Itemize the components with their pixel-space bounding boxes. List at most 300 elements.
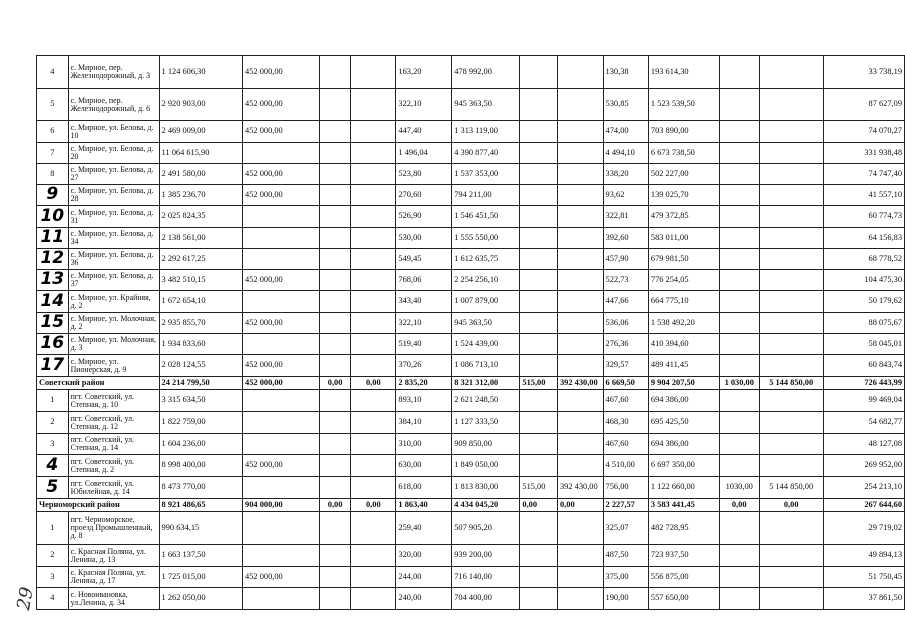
value-cell-11 bbox=[719, 206, 759, 228]
value-cell-1: 1 262 050,00 bbox=[159, 588, 243, 610]
value-cell-4 bbox=[351, 434, 396, 455]
value-cell-2: 452 000,00 bbox=[243, 164, 320, 185]
value-cell-3 bbox=[319, 291, 350, 313]
value-cell-6: 1 555 550,00 bbox=[452, 228, 520, 249]
value-cell-1: 1 934 833,60 bbox=[159, 334, 243, 355]
row-number: 3 bbox=[37, 567, 69, 588]
value-cell-2: 904 000,00 bbox=[243, 499, 320, 512]
value-cell-8 bbox=[557, 228, 603, 249]
value-cell-9: 467,60 bbox=[603, 434, 648, 455]
value-cell-8 bbox=[557, 455, 603, 477]
value-cell-9: 93,62 bbox=[603, 185, 648, 206]
value-cell-8 bbox=[557, 588, 603, 610]
value-cell-5: 310,00 bbox=[396, 434, 452, 455]
address-cell: пгт. Советский, ул. Степная, д. 10 bbox=[68, 390, 159, 412]
value-cell-11 bbox=[719, 270, 759, 291]
value-cell-6: 2 621 248,50 bbox=[452, 390, 520, 412]
value-cell-3 bbox=[319, 355, 350, 377]
district-total-row bbox=[37, 499, 905, 512]
value-cell-10: 679 981,50 bbox=[648, 249, 719, 270]
value-cell-1: 2 138 561,00 bbox=[159, 228, 243, 249]
value-cell-13: 68 778,52 bbox=[823, 249, 904, 270]
value-cell-2 bbox=[243, 512, 320, 545]
value-cell-9: 375,00 bbox=[603, 567, 648, 588]
value-cell-6: 716 140,00 bbox=[452, 567, 520, 588]
value-cell-7 bbox=[520, 270, 558, 291]
value-cell-6: 794 211,00 bbox=[452, 185, 520, 206]
value-cell-8 bbox=[557, 185, 603, 206]
value-cell-11 bbox=[719, 334, 759, 355]
value-cell-12 bbox=[759, 121, 823, 143]
value-cell-10: 694 386,00 bbox=[648, 390, 719, 412]
value-cell-2: 452 000,00 bbox=[243, 121, 320, 143]
table-row bbox=[37, 291, 905, 313]
value-cell-7 bbox=[520, 412, 558, 434]
value-cell-7 bbox=[520, 185, 558, 206]
value-cell-10: 489 411,45 bbox=[648, 355, 719, 377]
value-cell-8 bbox=[557, 270, 603, 291]
table-row bbox=[37, 567, 905, 588]
value-cell-4 bbox=[351, 455, 396, 477]
value-cell-12 bbox=[759, 390, 823, 412]
table-row bbox=[37, 249, 905, 270]
value-cell-6: 1 007 879,00 bbox=[452, 291, 520, 313]
value-cell-10: 695 425,50 bbox=[648, 412, 719, 434]
value-cell-4 bbox=[351, 121, 396, 143]
value-cell-5: 519,40 bbox=[396, 334, 452, 355]
value-cell-10: 139 025,70 bbox=[648, 185, 719, 206]
table-row bbox=[37, 206, 905, 228]
table-row bbox=[37, 56, 905, 89]
value-cell-2 bbox=[243, 588, 320, 610]
value-cell-8 bbox=[557, 512, 603, 545]
value-cell-11 bbox=[719, 249, 759, 270]
value-cell-12: 0,00 bbox=[759, 499, 823, 512]
value-cell-10: 557 650,00 bbox=[648, 588, 719, 610]
value-cell-11 bbox=[719, 228, 759, 249]
value-cell-8 bbox=[557, 56, 603, 89]
value-cell-2 bbox=[243, 412, 320, 434]
value-cell-13: 726 443,99 bbox=[823, 377, 904, 390]
value-cell-12 bbox=[759, 143, 823, 164]
address-cell: с. Мирное, ул. Белова, д. 20 bbox=[68, 143, 159, 164]
value-cell-10: 1 538 492,20 bbox=[648, 313, 719, 334]
value-cell-5: 526,90 bbox=[396, 206, 452, 228]
address-cell: пгт. Черноморское, проезд Промышленный, д. 8 bbox=[68, 512, 159, 545]
value-cell-1: 11 064 615,90 bbox=[159, 143, 243, 164]
value-cell-3: 0,00 bbox=[319, 377, 350, 390]
value-cell-9: 468,30 bbox=[603, 412, 648, 434]
value-cell-13: 99 469,04 bbox=[823, 390, 904, 412]
value-cell-7 bbox=[520, 121, 558, 143]
value-cell-6: 4 434 045,20 bbox=[452, 499, 520, 512]
value-cell-5: 1 496,04 bbox=[396, 143, 452, 164]
value-cell-4 bbox=[351, 334, 396, 355]
address-cell: с. Мирное, пер. Железнодорожный, д. 3 bbox=[68, 56, 159, 89]
value-cell-1: 990 634,15 bbox=[159, 512, 243, 545]
value-cell-13: 87 627,09 bbox=[823, 89, 904, 121]
value-cell-6: 945 363,50 bbox=[452, 89, 520, 121]
value-cell-9: 4 494,10 bbox=[603, 143, 648, 164]
value-cell-13: 29 719,02 bbox=[823, 512, 904, 545]
value-cell-4: 0,00 bbox=[351, 499, 396, 512]
value-cell-5: 244,00 bbox=[396, 567, 452, 588]
value-cell-7 bbox=[520, 206, 558, 228]
value-cell-13: 269 952,00 bbox=[823, 455, 904, 477]
value-cell-5: 270,60 bbox=[396, 185, 452, 206]
value-cell-7 bbox=[520, 355, 558, 377]
value-cell-5: 1 863,40 bbox=[396, 499, 452, 512]
value-cell-10: 776 254,05 bbox=[648, 270, 719, 291]
value-cell-1: 1 663 137,50 bbox=[159, 545, 243, 567]
table-row bbox=[37, 228, 905, 249]
address-cell: с. Красная Поляна, ул. Ленина, д. 13 bbox=[68, 545, 159, 567]
value-cell-4 bbox=[351, 206, 396, 228]
value-cell-12 bbox=[759, 455, 823, 477]
value-cell-12 bbox=[759, 313, 823, 334]
address-cell: пгт. Советский, ул. Степная, д. 2 bbox=[68, 455, 159, 477]
value-cell-8 bbox=[557, 434, 603, 455]
table-row bbox=[37, 477, 905, 499]
value-cell-2 bbox=[243, 206, 320, 228]
address-cell: с. Мирное, ул. Белова, д. 37 bbox=[68, 270, 159, 291]
value-cell-8 bbox=[557, 206, 603, 228]
value-cell-7 bbox=[520, 545, 558, 567]
value-cell-12 bbox=[759, 355, 823, 377]
address-cell: с. Мирное, ул. Крайняя, д. 2 bbox=[68, 291, 159, 313]
value-cell-1: 1 604 236,00 bbox=[159, 434, 243, 455]
value-cell-9: 338,20 bbox=[603, 164, 648, 185]
value-cell-3 bbox=[319, 143, 350, 164]
address-cell: с. Красная Поляна, ул. Ленина, д. 17 bbox=[68, 567, 159, 588]
value-cell-4 bbox=[351, 512, 396, 545]
value-cell-2 bbox=[243, 477, 320, 499]
value-cell-2 bbox=[243, 249, 320, 270]
value-cell-7 bbox=[520, 56, 558, 89]
value-cell-8 bbox=[557, 121, 603, 143]
value-cell-8 bbox=[557, 545, 603, 567]
value-cell-12 bbox=[759, 567, 823, 588]
value-cell-3 bbox=[319, 567, 350, 588]
budget-table bbox=[36, 55, 905, 610]
value-cell-9: 276,36 bbox=[603, 334, 648, 355]
value-cell-3 bbox=[319, 390, 350, 412]
value-cell-7: 515,00 bbox=[520, 377, 558, 390]
value-cell-13: 48 127,08 bbox=[823, 434, 904, 455]
value-cell-1: 2 935 855,70 bbox=[159, 313, 243, 334]
value-cell-7: 515,00 bbox=[520, 477, 558, 499]
table-row bbox=[37, 455, 905, 477]
value-cell-5: 768,06 bbox=[396, 270, 452, 291]
value-cell-12 bbox=[759, 56, 823, 89]
value-cell-2: 452 000,00 bbox=[243, 89, 320, 121]
value-cell-1: 24 214 799,50 bbox=[159, 377, 243, 390]
value-cell-9: 487,50 bbox=[603, 545, 648, 567]
value-cell-6: 1 849 050,00 bbox=[452, 455, 520, 477]
table-body bbox=[37, 56, 905, 610]
value-cell-6: 4 390 877,40 bbox=[452, 143, 520, 164]
value-cell-5: 618,00 bbox=[396, 477, 452, 499]
value-cell-11 bbox=[719, 185, 759, 206]
value-cell-11 bbox=[719, 143, 759, 164]
value-cell-6: 1 612 635,75 bbox=[452, 249, 520, 270]
value-cell-12 bbox=[759, 228, 823, 249]
value-cell-8 bbox=[557, 567, 603, 588]
value-cell-12 bbox=[759, 334, 823, 355]
table-row bbox=[37, 334, 905, 355]
value-cell-7 bbox=[520, 313, 558, 334]
value-cell-1: 2 025 824,35 bbox=[159, 206, 243, 228]
value-cell-9: 522,73 bbox=[603, 270, 648, 291]
value-cell-12: 5 144 850,00 bbox=[759, 377, 823, 390]
row-number: 17 bbox=[37, 355, 69, 377]
value-cell-4 bbox=[351, 567, 396, 588]
value-cell-12 bbox=[759, 434, 823, 455]
value-cell-2 bbox=[243, 334, 320, 355]
value-cell-10: 1 122 660,00 bbox=[648, 477, 719, 499]
value-cell-1: 8 998 400,00 bbox=[159, 455, 243, 477]
value-cell-1: 2 469 009,00 bbox=[159, 121, 243, 143]
value-cell-6: 1 127 333,50 bbox=[452, 412, 520, 434]
value-cell-11 bbox=[719, 412, 759, 434]
value-cell-2: 452 000,00 bbox=[243, 56, 320, 89]
row-number: 13 bbox=[37, 270, 69, 291]
value-cell-7 bbox=[520, 291, 558, 313]
table-row bbox=[37, 270, 905, 291]
value-cell-6: 1 313 119,00 bbox=[452, 121, 520, 143]
value-cell-6: 8 321 312,00 bbox=[452, 377, 520, 390]
value-cell-11 bbox=[719, 567, 759, 588]
value-cell-13: 64 156,83 bbox=[823, 228, 904, 249]
value-cell-11 bbox=[719, 291, 759, 313]
address-cell: с. Мирное, ул. Пионерская, д. 9 bbox=[68, 355, 159, 377]
value-cell-7 bbox=[520, 567, 558, 588]
value-cell-3 bbox=[319, 249, 350, 270]
value-cell-5: 893,10 bbox=[396, 390, 452, 412]
value-cell-5: 447,40 bbox=[396, 121, 452, 143]
value-cell-3 bbox=[319, 334, 350, 355]
row-number: 5 bbox=[37, 477, 69, 499]
row-number: 12 bbox=[37, 249, 69, 270]
value-cell-11: 0,00 bbox=[719, 499, 759, 512]
value-cell-7 bbox=[520, 249, 558, 270]
value-cell-13: 33 738,19 bbox=[823, 56, 904, 89]
value-cell-9: 536,06 bbox=[603, 313, 648, 334]
value-cell-3 bbox=[319, 545, 350, 567]
district-total-row bbox=[37, 377, 905, 390]
value-cell-3 bbox=[319, 56, 350, 89]
address-cell: с. Мирное, ул. Белова, д. 31 bbox=[68, 206, 159, 228]
value-cell-8 bbox=[557, 143, 603, 164]
value-cell-1: 3 482 510,15 bbox=[159, 270, 243, 291]
value-cell-7 bbox=[520, 334, 558, 355]
value-cell-2 bbox=[243, 143, 320, 164]
row-number: 2 bbox=[37, 545, 69, 567]
value-cell-9: 325,07 bbox=[603, 512, 648, 545]
value-cell-10: 583 011,00 bbox=[648, 228, 719, 249]
row-number: 7 bbox=[37, 143, 69, 164]
value-cell-4: 0,00 bbox=[351, 377, 396, 390]
value-cell-12 bbox=[759, 89, 823, 121]
value-cell-4 bbox=[351, 545, 396, 567]
value-cell-11 bbox=[719, 313, 759, 334]
address-cell: с. Мирное, пер. Железнодорожный, д. 6 bbox=[68, 89, 159, 121]
value-cell-10: 3 583 441,45 bbox=[648, 499, 719, 512]
table-row bbox=[37, 434, 905, 455]
value-cell-9: 530,85 bbox=[603, 89, 648, 121]
value-cell-5: 530,00 bbox=[396, 228, 452, 249]
value-cell-13: 88 075,67 bbox=[823, 313, 904, 334]
value-cell-13: 254 213,10 bbox=[823, 477, 904, 499]
value-cell-1: 2 491 580,00 bbox=[159, 164, 243, 185]
value-cell-13: 41 557,10 bbox=[823, 185, 904, 206]
value-cell-1: 2 920 903,00 bbox=[159, 89, 243, 121]
value-cell-5: 163,20 bbox=[396, 56, 452, 89]
table-row bbox=[37, 355, 905, 377]
value-cell-2: 452 000,00 bbox=[243, 313, 320, 334]
table-row bbox=[37, 412, 905, 434]
value-cell-6: 909 850,00 bbox=[452, 434, 520, 455]
table-row bbox=[37, 545, 905, 567]
value-cell-13: 37 861,50 bbox=[823, 588, 904, 610]
value-cell-6: 945 363,50 bbox=[452, 313, 520, 334]
value-cell-9: 392,60 bbox=[603, 228, 648, 249]
value-cell-4 bbox=[351, 164, 396, 185]
value-cell-2: 452 000,00 bbox=[243, 355, 320, 377]
value-cell-10: 410 394,60 bbox=[648, 334, 719, 355]
value-cell-4 bbox=[351, 588, 396, 610]
value-cell-3 bbox=[319, 228, 350, 249]
value-cell-4 bbox=[351, 143, 396, 164]
value-cell-9: 474,00 bbox=[603, 121, 648, 143]
value-cell-9: 329,57 bbox=[603, 355, 648, 377]
value-cell-9: 130,38 bbox=[603, 56, 648, 89]
value-cell-7: 0,00 bbox=[520, 499, 558, 512]
value-cell-2 bbox=[243, 291, 320, 313]
row-number: 16 bbox=[37, 334, 69, 355]
value-cell-13: 267 644,60 bbox=[823, 499, 904, 512]
value-cell-3 bbox=[319, 206, 350, 228]
value-cell-5: 322,10 bbox=[396, 313, 452, 334]
value-cell-4 bbox=[351, 56, 396, 89]
value-cell-5: 320,00 bbox=[396, 545, 452, 567]
value-cell-8: 392 430,00 bbox=[557, 377, 603, 390]
value-cell-11 bbox=[719, 89, 759, 121]
value-cell-7 bbox=[520, 434, 558, 455]
table-row bbox=[37, 512, 905, 545]
row-number: 2 bbox=[37, 412, 69, 434]
value-cell-3 bbox=[319, 89, 350, 121]
value-cell-10: 9 904 207,50 bbox=[648, 377, 719, 390]
value-cell-9: 467,60 bbox=[603, 390, 648, 412]
value-cell-12: 5 144 850,00 bbox=[759, 477, 823, 499]
value-cell-11 bbox=[719, 512, 759, 545]
value-cell-11 bbox=[719, 390, 759, 412]
value-cell-12 bbox=[759, 412, 823, 434]
value-cell-4 bbox=[351, 291, 396, 313]
value-cell-10: 723 937,50 bbox=[648, 545, 719, 567]
value-cell-9: 322,81 bbox=[603, 206, 648, 228]
value-cell-12 bbox=[759, 164, 823, 185]
value-cell-6: 704 400,00 bbox=[452, 588, 520, 610]
value-cell-3 bbox=[319, 185, 350, 206]
value-cell-4 bbox=[351, 313, 396, 334]
table-row bbox=[37, 313, 905, 334]
value-cell-7 bbox=[520, 512, 558, 545]
page-number-handwritten: 29 bbox=[13, 585, 38, 612]
value-cell-2: 452 000,00 bbox=[243, 377, 320, 390]
value-cell-12 bbox=[759, 270, 823, 291]
value-cell-8 bbox=[557, 355, 603, 377]
value-cell-10: 664 775,10 bbox=[648, 291, 719, 313]
value-cell-8 bbox=[557, 164, 603, 185]
value-cell-1: 8 921 486,65 bbox=[159, 499, 243, 512]
value-cell-6: 1 813 830,00 bbox=[452, 477, 520, 499]
value-cell-10: 1 523 539,50 bbox=[648, 89, 719, 121]
value-cell-5: 370,26 bbox=[396, 355, 452, 377]
value-cell-10: 556 875,00 bbox=[648, 567, 719, 588]
value-cell-13: 58 045,01 bbox=[823, 334, 904, 355]
value-cell-8 bbox=[557, 89, 603, 121]
row-number: 4 bbox=[37, 56, 69, 89]
address-cell: с. Мирное, ул. Белова, д. 10 bbox=[68, 121, 159, 143]
value-cell-7 bbox=[520, 390, 558, 412]
district-name: Советский район bbox=[37, 377, 160, 390]
value-cell-3 bbox=[319, 164, 350, 185]
row-number: 6 bbox=[37, 121, 69, 143]
value-cell-8 bbox=[557, 249, 603, 270]
value-cell-12 bbox=[759, 249, 823, 270]
value-cell-2 bbox=[243, 228, 320, 249]
value-cell-1: 1 385 236,70 bbox=[159, 185, 243, 206]
value-cell-2: 452 000,00 bbox=[243, 270, 320, 291]
value-cell-1: 2 028 124,55 bbox=[159, 355, 243, 377]
value-cell-6: 2 254 256,10 bbox=[452, 270, 520, 291]
value-cell-11 bbox=[719, 164, 759, 185]
value-cell-7 bbox=[520, 588, 558, 610]
value-cell-4 bbox=[351, 89, 396, 121]
value-cell-5: 343,40 bbox=[396, 291, 452, 313]
value-cell-13: 104 475,30 bbox=[823, 270, 904, 291]
value-cell-7 bbox=[520, 228, 558, 249]
value-cell-13: 60 843,74 bbox=[823, 355, 904, 377]
value-cell-9: 756,00 bbox=[603, 477, 648, 499]
value-cell-11: 1 030,00 bbox=[719, 377, 759, 390]
value-cell-8 bbox=[557, 412, 603, 434]
value-cell-12 bbox=[759, 185, 823, 206]
value-cell-12 bbox=[759, 545, 823, 567]
table-row bbox=[37, 390, 905, 412]
value-cell-9: 4 510,00 bbox=[603, 455, 648, 477]
address-cell: пгт. Советский, ул. Юбилейная, д. 14 bbox=[68, 477, 159, 499]
row-number: 14 bbox=[37, 291, 69, 313]
value-cell-13: 50 179,62 bbox=[823, 291, 904, 313]
district-name: Черноморский район bbox=[37, 499, 160, 512]
value-cell-13: 60 774,73 bbox=[823, 206, 904, 228]
value-cell-2 bbox=[243, 390, 320, 412]
address-cell: пгт. Советский, ул. Степная, д. 12 bbox=[68, 412, 159, 434]
row-number: 4 bbox=[37, 455, 69, 477]
value-cell-7 bbox=[520, 455, 558, 477]
value-cell-13: 331 938,48 bbox=[823, 143, 904, 164]
value-cell-11 bbox=[719, 434, 759, 455]
value-cell-11 bbox=[719, 455, 759, 477]
value-cell-3 bbox=[319, 313, 350, 334]
value-cell-6: 1 524 439,00 bbox=[452, 334, 520, 355]
value-cell-6: 1 086 713,10 bbox=[452, 355, 520, 377]
value-cell-8: 392 430,00 bbox=[557, 477, 603, 499]
value-cell-5: 630,00 bbox=[396, 455, 452, 477]
